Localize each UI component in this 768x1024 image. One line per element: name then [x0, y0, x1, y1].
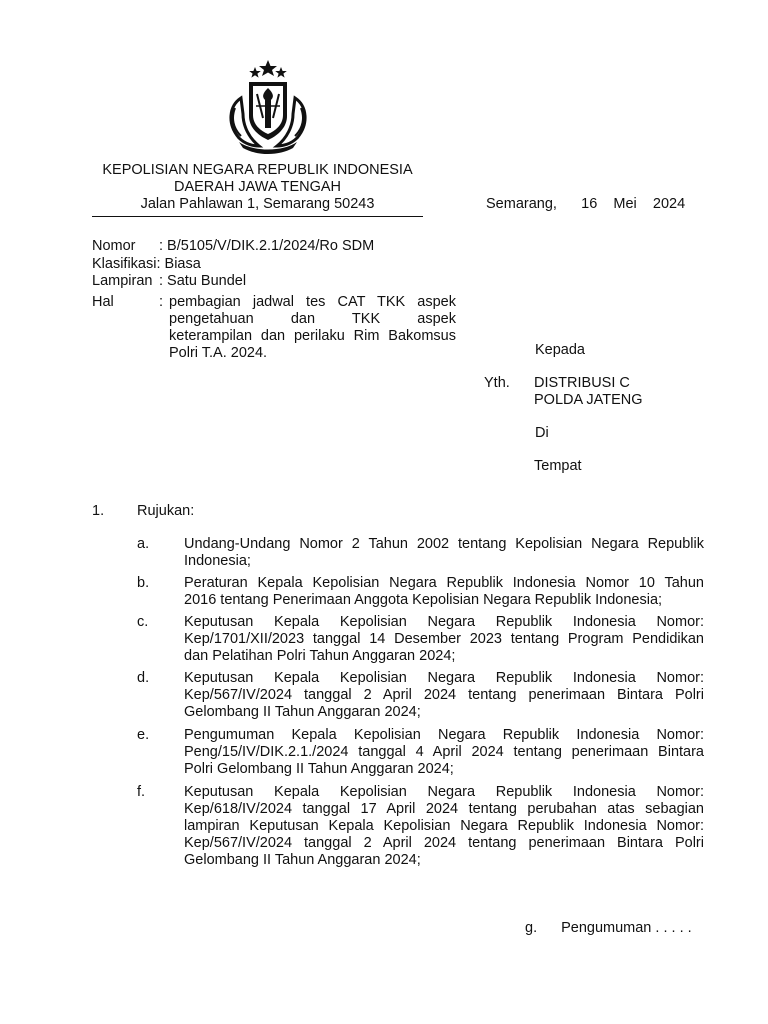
date-year: 2024	[652, 196, 686, 212]
section-title: Rujukan:	[137, 503, 195, 519]
list-item-text	[184, 575, 704, 609]
meta-klasifikasi-value: : Biasa	[156, 256, 201, 272]
meta-nomor-value: : B/5105/V/DIK.2.1/2024/Ro SDM	[159, 238, 375, 254]
list-item-line: Polri Gelombang II Tahun Anggaran 2024;	[184, 761, 454, 777]
list-item-line: Kep/1701/XII/2023 tanggal 14 Desember 2023 tentang Program Pendidikan	[184, 631, 704, 647]
hal-line: pembagian jadwal tes CAT TKK aspek	[169, 294, 456, 310]
list-item-line: Keputusan Kepala Kepolisian Negara Republik Indonesia Nomor:	[184, 670, 704, 686]
section-number: 1.	[92, 503, 105, 519]
di-label: Di	[535, 425, 549, 441]
list-item-line: Indonesia;	[184, 553, 251, 569]
list-item-line: Undang-Undang Nomor 2 Tahun 2002 tentang Kepolisian Negara Republik	[184, 536, 704, 552]
meta-hal-text	[169, 294, 456, 362]
list-item-letter: d.	[137, 670, 150, 686]
list-item-line: Peraturan Kepala Kepolisian Negara Republik Indonesia Nomor 10 Tahun	[184, 575, 704, 591]
letterhead-underline	[92, 216, 423, 217]
meta-nomor	[92, 238, 374, 255]
list-item-line: Keputusan Kepala Kepolisian Negara Republik Indonesia Nomor:	[184, 614, 704, 630]
date-day: 16	[581, 196, 598, 212]
list-item-line: Kep/567/IV/2024 tanggal 2 April 2024 tentang penerimaan Bintara Polri	[184, 687, 704, 703]
continuation-text: Pengumuman . . . . .	[561, 920, 692, 936]
meta-hal-label: Hal	[92, 294, 114, 310]
list-item-text	[184, 727, 704, 778]
continuation-letter: g.	[525, 920, 538, 936]
office-address: Jalan Pahlawan 1, Semarang 50243	[140, 196, 375, 212]
institution-name: KEPOLISIAN NEGARA REPUBLIK INDONESIA	[102, 162, 413, 178]
list-item-line: dan Pelatihan Polri Tahun Anggaran 2024;	[184, 648, 456, 664]
recipient-line: POLDA JATENG	[534, 392, 643, 408]
meta-lampiran	[92, 273, 246, 290]
meta-lampiran-value: : Satu Bundel	[159, 273, 247, 289]
continuation-marker	[525, 920, 692, 937]
recipient	[534, 375, 643, 409]
list-item-text	[184, 784, 704, 869]
list-item-line: 2016 tentang Penerimaan Anggota Kepolisian Negara Republik Indonesia;	[184, 592, 663, 608]
list-item-line: Peng/15/IV/DIK.2.1./2024 tanggal 4 April 2024 tentang penerimaan Bintara	[184, 744, 704, 760]
place-date	[486, 196, 685, 213]
list-item-letter: c.	[137, 614, 149, 630]
list-item-letter: b.	[137, 575, 150, 591]
list-item-text	[184, 536, 704, 570]
tempat-label: Tempat	[534, 458, 582, 474]
yth-label: Yth.	[484, 375, 510, 391]
meta-klasifikasi-label: Klasifikasi	[92, 256, 157, 272]
list-item-line: Kep/567/IV/2024 tanggal 2 April 2024 tentang penerimaan Bintara Polri	[184, 835, 704, 851]
date-month: Mei	[613, 196, 637, 212]
list-item-letter: e.	[137, 727, 150, 743]
list-item-line: Pengumuman Kepala Kepolisian Negara Republik Indonesia Nomor:	[184, 727, 704, 743]
hal-line: Polri T.A. 2024.	[169, 345, 268, 361]
meta-lampiran-label: Lampiran	[92, 273, 153, 289]
recipient-line: DISTRIBUSI C	[534, 375, 630, 391]
letterhead	[92, 162, 423, 213]
hal-line: pengetahuan dan TKK aspek	[169, 311, 456, 327]
list-item-text	[184, 614, 704, 665]
meta-klasifikasi	[92, 256, 201, 273]
police-emblem-icon	[219, 58, 317, 156]
list-item-line: Gelombang II Tahun Anggaran 2024;	[184, 852, 421, 868]
kepada-label: Kepada	[535, 342, 585, 358]
meta-nomor-label: Nomor	[92, 238, 136, 254]
regional-office: DAERAH JAWA TENGAH	[173, 179, 342, 195]
list-item-line: Gelombang II Tahun Anggaran 2024;	[184, 704, 421, 720]
hal-line: keterampilan dan perilaku Rim Bakomsus	[169, 328, 456, 344]
list-item-text	[184, 670, 704, 721]
list-item-letter: a.	[137, 536, 150, 552]
list-item-letter: f.	[137, 784, 146, 800]
list-item-line: lampiran Keputusan Kepala Kepolisian Negara Republik Indonesia Nomor:	[184, 818, 704, 834]
list-item-line: Kep/618/IV/2024 tanggal 17 April 2024 tentang perubahan atas sebagian	[184, 801, 704, 817]
meta-hal-colon: :	[159, 294, 164, 310]
city: Semarang,	[486, 196, 557, 212]
list-item-line: Keputusan Kepala Kepolisian Negara Republik Indonesia Nomor:	[184, 784, 704, 800]
